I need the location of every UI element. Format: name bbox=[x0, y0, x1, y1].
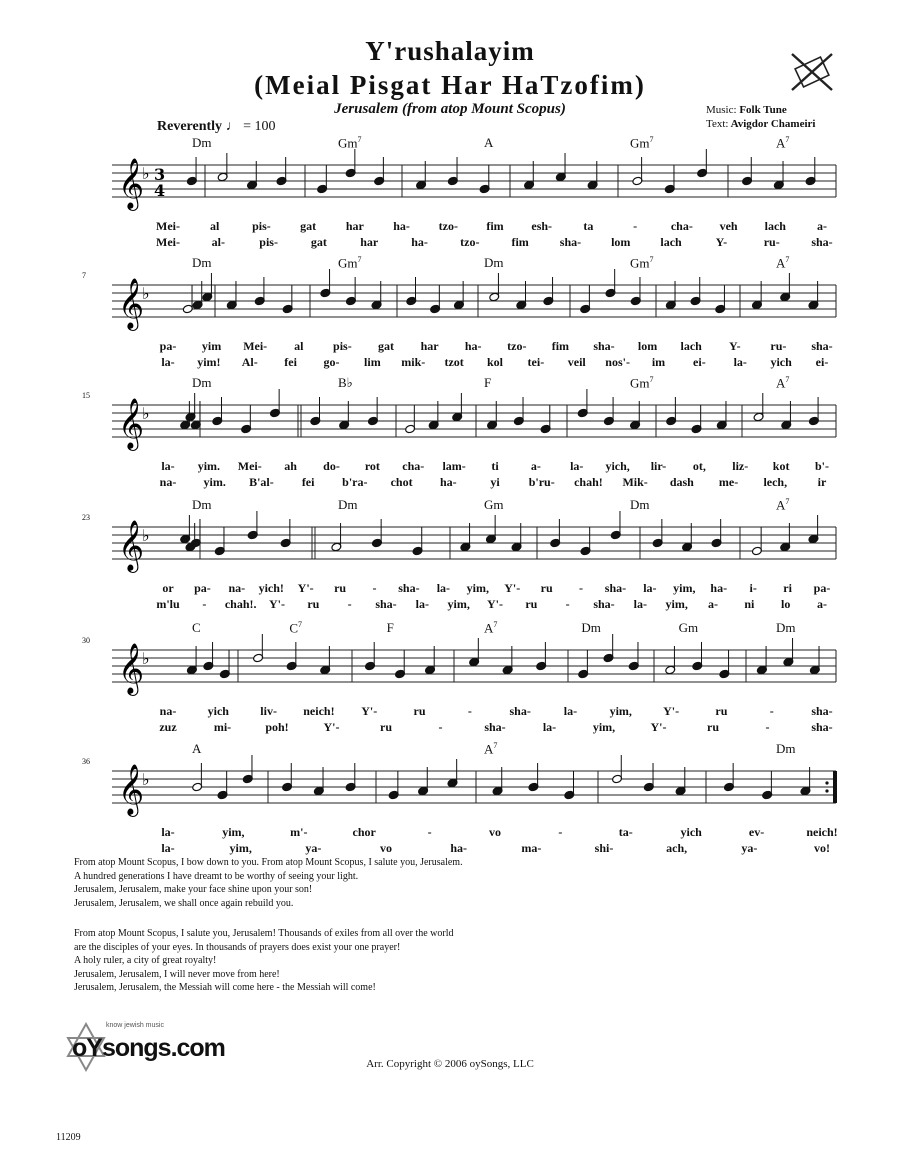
lyric-verse-1: yim, bbox=[673, 581, 696, 595]
lyric-verse-2: B'al- bbox=[249, 475, 274, 489]
lyric-verse-2: tzo- bbox=[460, 235, 480, 249]
lyric-verse-2: Y'- bbox=[487, 597, 503, 611]
lyric-verse-2: tei- bbox=[527, 355, 545, 369]
lyric-verse-2: chot bbox=[390, 475, 413, 489]
lyric-verse-2: veil bbox=[567, 355, 586, 369]
chord-symbol: Gm bbox=[678, 620, 699, 635]
lyric-verse-1: liz- bbox=[732, 459, 749, 473]
lyric-verse-1: Mei- bbox=[243, 339, 268, 353]
lyric-verse-2: ha- bbox=[439, 475, 457, 489]
lyric-verse-1: lam- bbox=[442, 459, 466, 473]
lyric-verse-1: liv- bbox=[260, 704, 277, 718]
lyric-verse-1: pis- bbox=[333, 339, 352, 353]
lyric-verse-1: Mei- bbox=[156, 219, 180, 233]
lyric-verse-2: lech, bbox=[763, 475, 788, 489]
chord-symbol: $C^7$ bbox=[289, 620, 302, 636]
translation-line: From atop Mount Scopus, I bow down to you. From atop Mount Scopus, I salute you, Jerusalem. bbox=[74, 857, 463, 868]
lyric-verse-1: ru bbox=[715, 704, 728, 718]
lyric-verse-1: yim bbox=[201, 339, 222, 353]
tempo-marking: Reverently ♩ = 100 bbox=[157, 119, 276, 134]
chord-symbol: Gm$^7$ bbox=[630, 135, 654, 151]
chord-symbol: Gm$^7$ bbox=[630, 255, 654, 271]
repeat-dot bbox=[825, 781, 828, 784]
lyric-verse-2: zuz bbox=[159, 720, 177, 734]
text-credit: Text: Avigdor Chameiri bbox=[706, 118, 816, 130]
translation-line: Jerusalem, Jerusalem, I will never move from here! bbox=[74, 968, 280, 980]
chord-symbol: Dm bbox=[630, 497, 650, 512]
lyric-verse-1: yim. bbox=[197, 459, 221, 473]
time-signature-top: 3 bbox=[154, 165, 166, 184]
final-barline bbox=[833, 771, 837, 803]
treble-clef-icon: 𝄞 bbox=[118, 520, 145, 571]
lyric-verse-1: - bbox=[372, 581, 377, 595]
lyric-verse-1: sha- bbox=[593, 339, 615, 353]
lyric-verse-1: ha- bbox=[393, 219, 410, 233]
lyric-verse-1: ot, bbox=[692, 459, 706, 473]
staff-system bbox=[112, 389, 836, 451]
lyric-verse-2: ir bbox=[817, 475, 827, 489]
lyric-verse-2: a- bbox=[708, 597, 718, 611]
chord-symbol: A bbox=[192, 741, 202, 756]
lyric-verse-1: yim, bbox=[609, 704, 632, 718]
lyric-verse-2: la- bbox=[161, 355, 175, 369]
lyric-verse-2: pis- bbox=[259, 235, 278, 249]
chord-symbol: $A^7$ bbox=[776, 375, 790, 391]
chord-symbol: F bbox=[484, 375, 492, 390]
lyric-verse-2: yim, bbox=[592, 720, 616, 734]
lyric-verse-2: nos'- bbox=[605, 355, 630, 369]
lyric-verse-2: ru bbox=[525, 597, 538, 611]
lyric-verse-1: ti bbox=[491, 459, 499, 473]
treble-clef-icon: 𝄞 bbox=[118, 398, 145, 449]
lyric-verse-1: al bbox=[210, 219, 220, 233]
measure-number: 30 bbox=[82, 636, 90, 645]
lyric-verse-2: ma- bbox=[521, 841, 542, 855]
lyric-verse-2: sha- bbox=[593, 597, 615, 611]
lyric-verse-2: vo! bbox=[814, 841, 830, 855]
lyric-verse-2: - bbox=[765, 720, 770, 734]
measure-number: 23 bbox=[82, 513, 90, 522]
chord-symbol: Gm$^7$ bbox=[630, 375, 654, 391]
key-signature-flat: ♭ bbox=[142, 770, 150, 789]
lyric-verse-2: a- bbox=[817, 597, 827, 611]
lyric-verse-1: vo bbox=[489, 825, 501, 839]
lyric-verse-1: la- bbox=[161, 825, 175, 839]
treble-clef-icon: 𝄞 bbox=[118, 158, 145, 209]
chord-symbol: Dm bbox=[338, 497, 358, 512]
chord-symbol: Dm bbox=[581, 620, 601, 635]
lyric-verse-1: or bbox=[162, 581, 174, 595]
chord-symbol: Gm$^7$ bbox=[338, 255, 362, 271]
lyric-verse-1: sha- bbox=[811, 339, 833, 353]
translation-line: are the disciples of your eyes. In thousands of prayers does exist your one prayer! bbox=[74, 941, 401, 953]
lyric-verse-1: - bbox=[427, 825, 432, 839]
oysongs-logo bbox=[64, 1020, 224, 1082]
lyric-verse-2: - bbox=[565, 597, 570, 611]
lyric-verse-1: sha- bbox=[509, 704, 531, 718]
lyric-verse-1: neich! bbox=[303, 704, 335, 718]
lyric-verse-2: shi- bbox=[594, 841, 614, 855]
lyric-verse-1: kot bbox=[772, 459, 790, 473]
lyric-verse-1: veh bbox=[719, 219, 738, 233]
lyric-verse-2: gat bbox=[310, 235, 327, 249]
lyric-verse-2: yim, bbox=[447, 597, 470, 611]
lyric-verse-1: a- bbox=[530, 459, 541, 473]
lyric-verse-2: b'ru- bbox=[528, 475, 555, 489]
lyric-verse-2: Mei- bbox=[156, 235, 180, 249]
lyric-verse-1: ta bbox=[583, 219, 594, 233]
staff-system bbox=[112, 755, 837, 817]
lyric-verse-2: me- bbox=[718, 475, 739, 489]
chord-symbol: F bbox=[386, 620, 394, 635]
lyric-verse-2: la- bbox=[733, 355, 747, 369]
chord-symbol: Dm bbox=[776, 620, 796, 635]
treble-clef-icon: 𝄞 bbox=[118, 643, 145, 694]
lyric-verse-2: - bbox=[438, 720, 443, 734]
staff-system bbox=[112, 511, 836, 573]
lyric-verse-2: yich bbox=[770, 355, 792, 369]
staff-system bbox=[112, 634, 836, 696]
lyric-verse-2: yim, bbox=[665, 597, 688, 611]
lyric-verse-1: ah bbox=[284, 459, 297, 473]
lyric-verse-1: ha- bbox=[464, 339, 482, 353]
chord-symbol: B♭ bbox=[338, 375, 353, 390]
lyric-verse-1: a- bbox=[817, 219, 827, 233]
song-subtitle-hebrew: (Meial Pisgat Har HaTzofim) bbox=[254, 70, 646, 100]
lyric-verse-1: - bbox=[467, 704, 472, 718]
lyric-verse-1: Y'- bbox=[663, 704, 680, 718]
lyric-verse-1: sha- bbox=[811, 704, 833, 718]
translation-paragraph-1 bbox=[74, 856, 463, 910]
lyric-verse-2: Mik- bbox=[622, 475, 648, 489]
lyric-verse-2: sha- bbox=[375, 597, 397, 611]
lyric-verse-1: la- bbox=[436, 581, 451, 595]
lyric-verse-2: sha- bbox=[559, 235, 582, 249]
chord-symbol: $A^7$ bbox=[776, 135, 790, 151]
repeat-dot bbox=[825, 789, 828, 792]
lyric-verse-1: - bbox=[633, 219, 638, 233]
lyric-verse-1: pis- bbox=[252, 219, 271, 233]
lyric-verse-2: kol bbox=[486, 355, 504, 369]
lyric-verse-1: ta- bbox=[618, 825, 633, 839]
lyric-verse-1: har bbox=[420, 339, 439, 353]
treble-clef-icon: 𝄞 bbox=[118, 278, 145, 329]
lyric-verse-2: ru bbox=[307, 597, 320, 611]
lyric-verse-2: ha- bbox=[450, 841, 467, 855]
lyric-verse-1: la- bbox=[161, 459, 175, 473]
lyric-verse-2: ach, bbox=[666, 841, 688, 855]
chord-symbol: $A^7$ bbox=[484, 620, 498, 636]
lyric-verse-1: yich bbox=[207, 704, 229, 718]
lyric-verse-1: ru bbox=[334, 581, 347, 595]
lyric-verse-1: pa- bbox=[813, 581, 831, 595]
lyric-verse-2: fei bbox=[301, 475, 315, 489]
lyric-verse-1: esh- bbox=[531, 219, 553, 233]
lyric-verse-2: ru- bbox=[763, 235, 780, 249]
treble-clef-icon: 𝄞 bbox=[118, 764, 145, 815]
lyric-verse-1: pa- bbox=[194, 581, 211, 595]
lyric-verse-2: chah! bbox=[574, 475, 603, 489]
chord-symbol: Dm bbox=[484, 255, 504, 270]
lyric-verse-2: sha- bbox=[811, 235, 833, 249]
lyric-verse-2: fim bbox=[511, 235, 529, 249]
lyric-verse-1: yim, bbox=[222, 825, 245, 839]
chord-symbol: $A^7$ bbox=[776, 497, 790, 513]
translation-paragraph-2 bbox=[74, 927, 453, 995]
lyric-verse-2: ya- bbox=[741, 841, 758, 855]
lyric-verse-2: la- bbox=[415, 597, 429, 611]
lyric-verse-2: ei- bbox=[815, 355, 829, 369]
lyric-verse-2: yim! bbox=[197, 355, 221, 369]
logo-tagline: know jewish music bbox=[106, 1022, 164, 1029]
lyric-verse-2: poh! bbox=[265, 720, 289, 734]
lyric-verse-2: chah!. bbox=[224, 597, 257, 611]
lyric-verse-1: Y- bbox=[729, 339, 741, 353]
translation-line: A hundred generations I have dreamt to be worthy of seeing your light. bbox=[74, 870, 359, 882]
lyric-verse-1: lach bbox=[764, 219, 786, 233]
lyric-verse-2: har bbox=[360, 235, 379, 249]
lyric-verse-1: - bbox=[558, 825, 563, 839]
measure-number: 15 bbox=[82, 391, 90, 400]
quarter-note-icon: ♩ bbox=[225, 119, 240, 134]
lyric-verse-2: go- bbox=[323, 355, 340, 369]
lyric-verse-1: do- bbox=[323, 459, 340, 473]
lyric-verse-1: la- bbox=[563, 704, 578, 718]
lyric-verse-1: - bbox=[579, 581, 584, 595]
lyric-verse-1: neich! bbox=[806, 825, 838, 839]
lyric-verse-1: la- bbox=[643, 581, 657, 595]
lyric-verse-2: mik- bbox=[401, 355, 426, 369]
lyric-verse-2: dash bbox=[669, 475, 694, 489]
lyric-verse-1: ru bbox=[540, 581, 553, 595]
lyric-verse-2: fei bbox=[284, 355, 297, 369]
copyright-notice: Arr. Copyright © 2006 oySongs, LLC bbox=[366, 1058, 534, 1070]
lyric-verse-2: ru bbox=[707, 720, 719, 734]
lyric-verse-2: lom bbox=[611, 235, 631, 249]
lyric-verse-1: yich bbox=[680, 825, 702, 839]
lyric-verse-1: yim, bbox=[466, 581, 489, 595]
lyric-verse-2: al- bbox=[211, 235, 225, 249]
logo-wordmark: oYsongs.com bbox=[72, 1034, 225, 1062]
lyric-verse-1: rot bbox=[364, 459, 380, 473]
lyric-verse-2: yim. bbox=[203, 475, 226, 489]
lyric-verse-2: m'lu bbox=[156, 597, 180, 611]
lyric-verse-2: b'ra- bbox=[342, 475, 368, 489]
lyric-verse-1: la- bbox=[570, 459, 584, 473]
chord-symbol: Dm bbox=[776, 741, 796, 756]
measure-number: 36 bbox=[82, 757, 90, 766]
lyric-verse-2: ha- bbox=[411, 235, 428, 249]
chord-symbol: $A^7$ bbox=[776, 255, 790, 271]
lyric-verse-2: mi- bbox=[213, 720, 232, 734]
key-signature-flat: ♭ bbox=[142, 164, 150, 183]
key-signature-flat: ♭ bbox=[142, 284, 150, 303]
lyric-verse-1: cha- bbox=[402, 459, 425, 473]
lyric-verse-1: gat bbox=[300, 219, 317, 233]
lyric-verse-2: ni bbox=[744, 597, 755, 611]
lyric-verse-1: yich, bbox=[605, 459, 630, 473]
lyric-verse-2: ru bbox=[380, 720, 392, 734]
lyric-verse-2: yim, bbox=[229, 841, 252, 855]
chord-symbol: Gm bbox=[484, 497, 504, 512]
lyric-verse-2: lim bbox=[364, 355, 381, 369]
lyric-verse-1: al bbox=[294, 339, 304, 353]
chord-symbol: Gm$^7$ bbox=[338, 135, 362, 151]
lyric-verse-1: yich! bbox=[258, 581, 284, 595]
lyric-verse-1: Y'- bbox=[504, 581, 521, 595]
lyric-verse-2: ei- bbox=[693, 355, 706, 369]
lyric-verse-1: chor bbox=[352, 825, 376, 839]
lyric-verse-2: lo bbox=[780, 597, 791, 611]
lyric-verse-1: ev- bbox=[748, 825, 765, 839]
staff-system bbox=[112, 149, 836, 211]
chord-symbol: Dm bbox=[192, 497, 212, 512]
lyric-verse-2: sha- bbox=[811, 720, 833, 734]
lyric-verse-1: ru- bbox=[770, 339, 787, 353]
lyric-verse-2: la- bbox=[633, 597, 647, 611]
lyric-verse-1: Y'- bbox=[297, 581, 314, 595]
chord-symbol: Dm bbox=[192, 375, 212, 390]
chord-symbol: A bbox=[484, 135, 494, 150]
lyric-verse-2: Y'- bbox=[269, 597, 285, 611]
lyric-verse-1: - bbox=[769, 704, 774, 718]
lyric-verse-1: gat bbox=[378, 339, 394, 353]
translation-line: Jerusalem, Jerusalem, make your face shine upon your son! bbox=[74, 884, 313, 895]
lyric-verse-1: Mei- bbox=[237, 459, 262, 473]
chord-symbol: C bbox=[192, 620, 201, 635]
song-translation-title: Jerusalem (from atop Mount Scopus) bbox=[334, 101, 566, 117]
key-signature-flat: ♭ bbox=[142, 526, 150, 545]
lyric-verse-2: la- bbox=[161, 841, 175, 855]
lyric-verse-1: Y'- bbox=[361, 704, 378, 718]
chord-symbol: Dm bbox=[192, 255, 212, 270]
staff-system bbox=[112, 269, 836, 331]
lyric-verse-1: sha- bbox=[604, 581, 627, 595]
chord-symbol: $A^7$ bbox=[484, 741, 498, 757]
lyric-verse-2: - bbox=[347, 597, 352, 611]
key-signature-flat: ♭ bbox=[142, 404, 150, 423]
time-signature-bottom: 4 bbox=[154, 181, 166, 200]
measure-number: 7 bbox=[82, 271, 86, 280]
translation-line: Jerusalem, Jerusalem, the Messiah will come here - the Messiah will come! bbox=[74, 982, 376, 993]
lyric-verse-1: cha- bbox=[670, 219, 693, 233]
lyric-verse-2: Y- bbox=[715, 235, 728, 249]
lyric-verse-1: fim bbox=[551, 339, 570, 353]
lyric-verse-1: tzo- bbox=[507, 339, 527, 353]
lyric-verse-2: vo bbox=[380, 841, 392, 855]
lyric-verse-2: im bbox=[651, 355, 666, 369]
lyric-verse-1: lom bbox=[637, 339, 658, 353]
lyric-verse-2: ya- bbox=[305, 841, 322, 855]
lyric-verse-1: sha- bbox=[398, 581, 420, 595]
lyric-verse-1: ha- bbox=[710, 581, 728, 595]
lyric-verse-2: - bbox=[202, 597, 207, 611]
lyric-verse-1: na- bbox=[159, 704, 177, 718]
lyric-verse-2: Y'- bbox=[323, 720, 340, 734]
lyric-verse-2: Al- bbox=[241, 355, 258, 369]
translation-line: Jerusalem, Jerusalem, we shall once again rebuild you. bbox=[74, 897, 294, 909]
lyric-verse-1: m'- bbox=[290, 825, 308, 839]
lyric-verse-1: ri bbox=[783, 581, 792, 595]
lyric-verse-1: b'- bbox=[814, 459, 830, 473]
music-credit: Music: Folk Tune bbox=[706, 104, 787, 116]
lyric-verse-1: ru bbox=[413, 704, 426, 718]
lyric-verse-2: sha- bbox=[484, 720, 506, 734]
lyric-verse-1: fim bbox=[486, 219, 504, 233]
lyric-verse-1: lir- bbox=[650, 459, 667, 473]
key-signature-flat: ♭ bbox=[142, 649, 150, 668]
lyric-verse-1: pa- bbox=[159, 339, 177, 353]
lyric-verse-1: har bbox=[345, 219, 364, 233]
lyric-verse-2: lach bbox=[660, 235, 682, 249]
lyric-verse-1: na- bbox=[228, 581, 246, 595]
translation-line: A holy ruler, a city of great royalty! bbox=[74, 955, 217, 966]
lyric-verse-2: yi bbox=[490, 475, 500, 489]
page-id: 11209 bbox=[56, 1132, 81, 1143]
song-title: Y'rushalayim bbox=[365, 36, 535, 66]
lyric-verse-1: tzo- bbox=[438, 219, 458, 233]
lyric-verse-1: i- bbox=[749, 581, 757, 595]
lyric-verse-2: na- bbox=[159, 475, 177, 489]
translation-line: From atop Mount Scopus, I salute you, Jerusalem! Thousands of exiles from all over the world bbox=[74, 928, 454, 939]
lyric-verse-2: la- bbox=[542, 720, 557, 734]
lyric-verse-2: Y'- bbox=[650, 720, 667, 734]
lyric-verse-2: tzot bbox=[444, 355, 464, 369]
lyric-verse-1: lach bbox=[680, 339, 702, 353]
chord-symbol: Dm bbox=[192, 135, 212, 150]
